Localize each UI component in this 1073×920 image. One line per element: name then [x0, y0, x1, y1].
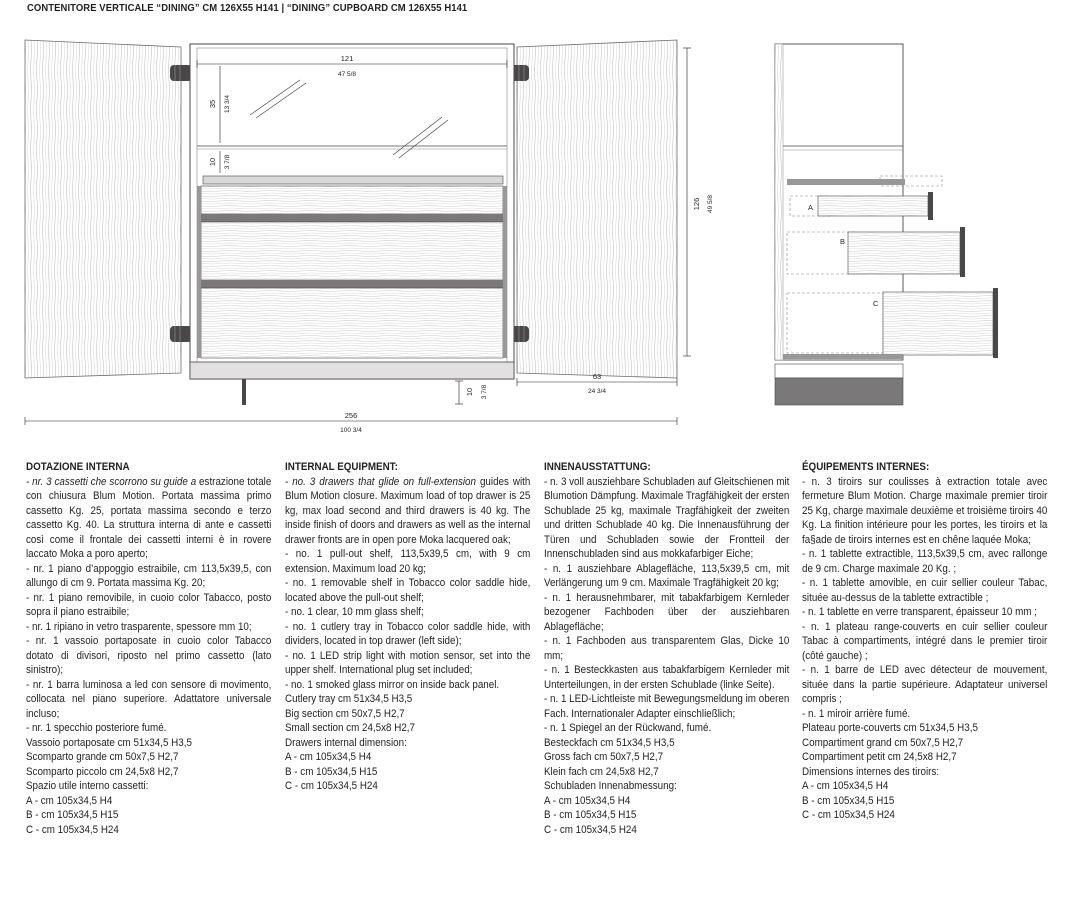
list-item: - nr. 1 vassoio portaposate in cuoio color Tabacco dotato di divisori, riposto nel primo cassetto (lato sinistro);	[26, 635, 272, 676]
spec-line: A - cm 105x34,5 H4	[285, 751, 372, 763]
list-item: - no. 1 removable shelf in Tobacco color saddle hide, located above the pull-out shelf;	[285, 577, 531, 604]
spec-line: Drawers internal dimension:	[285, 736, 407, 749]
spec-line: Small section cm 24,5x8 H2,7	[285, 722, 416, 734]
dim-door-width-in: 24 3/4	[587, 388, 607, 395]
list-item: - nr. 1 piano d’appoggio estraibile, cm 113,5x39,5, con allungo di cm 9. Portata massima Kg. 20;	[26, 562, 272, 589]
list-item: - no. 1 clear, 10 mm glass shelf;	[285, 606, 424, 618]
drawer-label-a: A	[808, 203, 814, 212]
spec-line: Vassoio portaposate cm 51x34,5 H3,5	[26, 736, 192, 749]
list-item: - nr. 1 specchio posteriore fumé.	[26, 722, 167, 734]
dim-total-width-in: 100 3/4	[340, 427, 362, 434]
list-item: - n. 1 Fachboden aus transparentem Glas, Dicke 10 mm;	[544, 635, 790, 662]
spec-line: C - cm 105x34,5 H24	[285, 780, 378, 792]
list-item: - no. 1 LED strip light with motion sensor, set into the upper shelf. International plug set included;	[285, 649, 531, 676]
column-heading: DOTAZIONE INTERNA	[26, 461, 130, 473]
list-item: - n. 1 LED-Lichtleiste mit Bewegungsmeldung im oberen Fach. Internationaler Adapter einschließlich;	[544, 693, 790, 720]
spec-line: B - cm 105x34,5 H15	[285, 765, 378, 778]
dim-height: 126	[692, 197, 701, 211]
column-french	[802, 460, 1048, 823]
right-door	[517, 40, 677, 378]
list-item: - no. 1 smoked glass mirror on inside back panel.	[285, 678, 500, 691]
side-view	[775, 44, 998, 405]
column-italian	[26, 460, 272, 837]
spec-line: B - cm 105x34,5 H15	[26, 809, 119, 821]
list-item: - nr. 1 barra luminosa a led con sensore di movimento, collocata nel piano superiore. Adattatore universale incluso;	[26, 678, 272, 720]
dim-total-width: 256	[344, 411, 358, 420]
column-heading: INNENAUSSTATTUNG:	[544, 461, 651, 473]
drawer-label-b: B	[840, 237, 846, 246]
intro-text: - n. 3 tiroirs sur coulisses à extraction totale avec fermeture Blum Motion. Charge maximale premier tiroir 25 Kg, charge maximale deuxième et troisième tiroirs 40 Kg. La finition intérieure pour les portes, les tiroirs et la fa§ade de tiroirs internes est en chêne laquée Moka;	[802, 475, 1048, 546]
spec-line: Besteckfach cm 51x34,5 H3,5	[544, 736, 675, 749]
list-item: - no. 1 pull-out shelf, 113,5x39,5 cm, with 9 cm extension. Maximum load 20 kg;	[285, 548, 531, 575]
list-item: - n. 1 barre de LED avec détecteur de mouvement, située dans la partie supérieure. Adaptateur universel compris ;	[802, 664, 1048, 705]
list-item: - n. 1 plateau range-couverts en cuir sellier couleur Tabac à compartiments, intégré dans le premier tiroir (côté gauche) ;	[802, 620, 1048, 662]
spec-line: Schubladen Innenabmessung:	[544, 780, 677, 792]
list-item: - n. 1 tablette extractible, 113,5x39,5 cm, avec rallonge de 9 cm. Charge maximale 20 Kg. ;	[802, 548, 1048, 575]
spec-line: C - cm 105x34,5 H24	[26, 823, 119, 836]
dim-door-width: 63	[592, 372, 602, 381]
list-item: - n. 1 tablette amovible, en cuir sellier couleur Tabac, située au-dessus de la tablette extractible ;	[802, 577, 1048, 604]
dim-shelf-height: 35	[208, 99, 217, 109]
list-item: - n. 1 miroir arrière fumé.	[802, 707, 911, 720]
intro-text: estrazione totale con chiusura Blum Motion. Portata massima primo cassetto Kg. 25, portata massima secondo e terzo cassetto Kg. 40. La struttura interna di ante e cassetti così come il frontale dei cassetti interni è in rovere laccato Moka a poro aperto;	[26, 475, 272, 560]
spec-line: C - cm 105x34,5 H24	[544, 823, 637, 836]
spec-line: A - cm 105x34,5 H4	[26, 794, 113, 807]
intro-text: guides with Blum Motion closure. Maximum load of top drawer is 25 kg, max load second and third drawers is 40 kg. The inside finish of doors and drawers as well as the internal drawer fronts are in open pore Moka lacquered oak;	[285, 475, 531, 546]
dim-leg: 10	[465, 387, 474, 397]
dim-height-in: 49 5/8	[707, 194, 714, 214]
column-heading: ÉQUIPEMENTS INTERNES:	[802, 461, 930, 473]
spec-line: Gross fach cm 50x7,5 H2,7	[544, 751, 664, 763]
list-item: - n. 1 ausziehbare Ablagefläche, 113,5x39,5 cm, mit Verlängerung um 9 cm. Maximale Tragfähigkeit 20 kg;	[544, 562, 790, 589]
list-item: - nr. 1 ripiano in vetro trasparente, spessore mm 10;	[26, 620, 252, 633]
list-item: - n. 1 Spiegel an der Rückwand, fumé.	[544, 722, 712, 734]
list-item: - no. 1 cutlery tray in Tobacco color saddle hide, with dividers, located in top drawer (left side);	[285, 620, 531, 647]
page-title: CONTENITORE VERTICALE “DINING” CM 126X55 H141 | “DINING” CUPBOARD CM 126X55 H141	[27, 2, 468, 14]
spec-line: A - cm 105x34,5 H4	[544, 794, 631, 807]
spec-line: Plateau porte-couverts cm 51x34,5 H3,5	[802, 722, 978, 734]
dim-leg-in: 3 7/8	[481, 384, 488, 400]
spec-line: Big section cm 50x7,5 H2,7	[285, 707, 405, 720]
spec-line: Compartiment petit cm 24,5x8 H2,7	[802, 751, 957, 763]
spec-line: Scomparto grande cm 50x7,5 H2,7	[26, 751, 179, 763]
cabinet-base	[190, 362, 514, 379]
column-german	[544, 460, 790, 837]
dim-shelf-height-in: 13 3/4	[224, 94, 231, 114]
list-item: - n. 1 tablette en verre transparent, épaisseur 10 mm ;	[802, 606, 1037, 618]
spec-line: Scomparto piccolo cm 24,5x8 H2,7	[26, 765, 179, 778]
intro-text: - n. 3 voll ausziehbare Schubladen auf Gleitschienen mit Blumotion Dämpfung. Maximale Tragfähigkeit der ersten Schublade 25 kg, maximale Tragfähigkeit der zweiten und dritten Schublade 40 kg. Die Innenausführung der Türen und Schubladen sowie der Frontteil der Innenschubladen sind aus mokkafarbiger Eiche;	[544, 475, 790, 560]
spec-line: Klein fach cm 24,5x8 H2,7	[544, 765, 659, 778]
column-english	[285, 460, 531, 794]
list-item: - n. 1 herausnehmbarer, mit tabakfarbigem Kernleder bezogener Fachboden über der ausziehbaren Ablagefläche;	[544, 591, 790, 633]
spec-line: Cutlery tray cm 51x34,5 H3,5	[285, 693, 413, 705]
spec-line: Spazio utile interno cassetti:	[26, 780, 149, 792]
spec-line: B - cm 105x34,5 H15	[544, 809, 637, 821]
intro-italic: - no. 3 drawers that glide on full-extension	[285, 475, 476, 488]
intro-italic: - nr. 3 cassetti che scorrono su guide a	[26, 475, 197, 488]
dim-gap-in: 3 7/8	[224, 154, 231, 170]
cabinet-leg	[242, 379, 246, 405]
left-door	[25, 40, 181, 378]
spec-line: Dimensions internes des tiroirs:	[802, 765, 940, 778]
spec-line: B - cm 105x34,5 H15	[802, 794, 895, 807]
dim-gap: 10	[208, 157, 217, 167]
spec-line: Compartiment grand cm 50x7,5 H2,7	[802, 736, 964, 749]
column-heading: INTERNAL EQUIPMENT:	[285, 461, 398, 473]
spec-line: C - cm 105x34,5 H24	[802, 809, 895, 821]
dim-top-width: 121	[340, 54, 354, 63]
list-item: - nr. 1 piano removibile, in cuoio color Tabacco, posto sopra il piano estraibile;	[26, 591, 272, 618]
dim-top-width-in: 47 5/8	[337, 71, 357, 78]
list-item: - n. 1 Besteckkasten aus tabakfarbigem Kernleder mit Unterteilungen, in der ersten Schublade (linke Seite).	[544, 664, 790, 691]
spec-line: A - cm 105x34,5 H4	[802, 780, 889, 792]
technical-drawing	[0, 0, 1073, 440]
drawer-label-c: C	[873, 299, 879, 308]
